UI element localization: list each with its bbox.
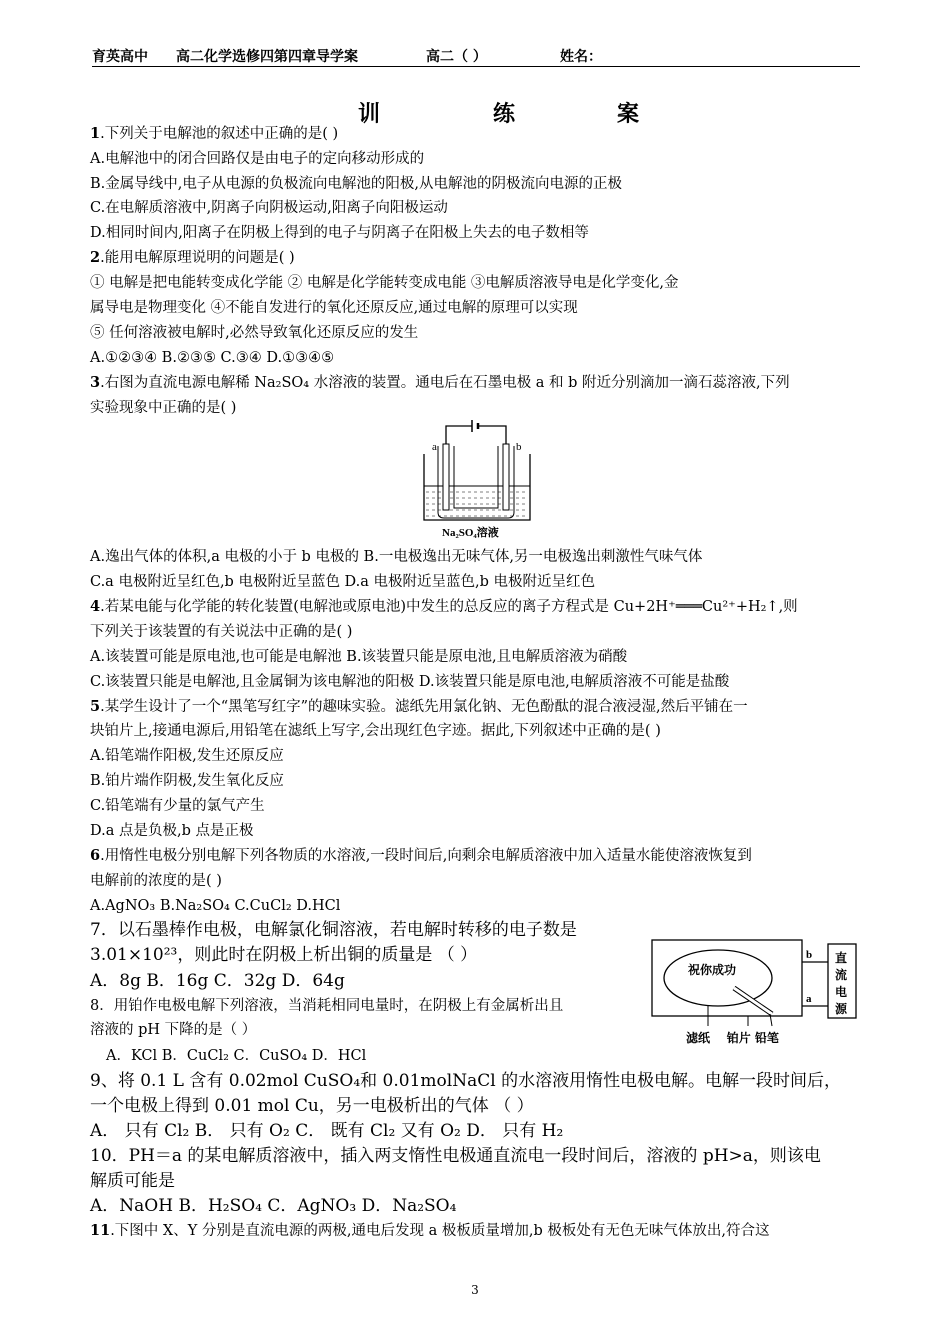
q10-options: A．NaOH B．H₂SO₄ C．AgNO₃ D．Na₂SO₄ <box>90 1196 457 1216</box>
q4-number: 4 <box>90 598 101 615</box>
power-source-char: 电 <box>835 985 848 999</box>
q8-options: A．KCl B．CuCl₂ C．CuSO₄ D．HCl <box>106 1048 367 1064</box>
q4-stem <box>90 597 862 617</box>
q3-stem <box>90 373 862 393</box>
q2-line3: ⑤ 任何溶液被电解时,必然导致氧化还原反应的发生 <box>90 325 419 341</box>
power-source-char: 直 <box>835 951 848 965</box>
q6-stem <box>90 846 862 866</box>
writing-text: 祝你成功 <box>688 963 737 977</box>
school-name: 育英高中 <box>92 49 148 65</box>
q6-number: 6 <box>90 847 101 864</box>
page-number: 3 <box>471 1283 479 1297</box>
q1-stem <box>90 124 862 144</box>
q5-stem-2: 块铂片上,接通电源后,用铅笔在滤纸上写字,会出现红色字迹。据此,下列叙述中正确的是( ) <box>90 723 661 739</box>
name-field: 姓名： <box>560 49 602 65</box>
q9-line2: 一个电极上得到 0.01 mol Cu，另一电极析出的气体 （ ） <box>90 1096 534 1116</box>
q1-number: 1 <box>90 125 101 142</box>
q2-number: 2 <box>90 249 101 266</box>
q5-option-c: C.铅笔端有少量的氯气产生 <box>90 798 265 814</box>
q9-options: A． 只有 Cl₂ B． 只有 O₂ C． 既有 Cl₂ 又有 O₂ D． 只有 H₂ <box>90 1121 564 1141</box>
q2-line1: ① 电解是把电能转变成化学能 ② 电解是化学能转变成电能 ③电解质溶液导电是化学变化,金 <box>90 275 679 291</box>
q5-option-b: B.铂片端作阴极,发生氧化反应 <box>90 773 284 789</box>
q7-options: A．8g B．16g C．32g D．64g <box>90 971 345 991</box>
q1-option-a: A.电解池中的闭合回路仅是由电子的定向移动形成的 <box>90 151 425 167</box>
q8-line2: 溶液的 pH 下降的是（ ） <box>90 1022 257 1038</box>
power-source-char: 源 <box>835 1002 848 1016</box>
q3-options-ab: A.逸出气体的体积,a 电极的小于 b 电极的 B.一电极逸出无味气体,另一电极逸出刺激性气味气体 <box>90 549 703 565</box>
q2-text: .能用电解原理说明的问题是( ) <box>100 250 295 266</box>
q5-stem <box>90 697 862 717</box>
page-header <box>92 46 860 67</box>
q6-text: .用惰性电极分别电解下列各物质的水溶液,一段时间后,向剩余电解质溶液中加入适量水能使溶液恢复到 <box>100 848 752 864</box>
solution-label: Na₂SO₄溶液 <box>442 527 499 539</box>
q3-number: 3 <box>90 374 101 391</box>
course-title: 高二化学选修四第四章导学案 <box>176 49 358 65</box>
q4-stem-2: 下列关于该装置的有关说法中正确的是( ) <box>90 624 353 640</box>
q1-option-b: B.金属导线中,电子从电源的负极流向电解池的阳极,从电解池的阴极流向电源的正极 <box>90 176 622 192</box>
q5-option-a: A.铅笔端作阳极,发生还原反应 <box>90 748 284 764</box>
q7-line2: 3.01×10²³，则此时在阴极上析出铜的质量是 （ ） <box>90 945 478 965</box>
q2-options: A.①②③④ B.②③⑤ C.③④ D.①③④⑤ <box>90 350 335 366</box>
q6-options: A.AgNO₃ B.Na₂SO₄ C.CuCl₂ D.HCl <box>90 898 341 914</box>
q2-stem <box>90 248 862 268</box>
q7-line1: 7．以石墨棒作电极，电解氯化铜溶液，若电解时转移的电子数是 <box>90 920 577 940</box>
q1-option-d: D.相同时间内,阳离子在阴极上得到的电子与阴离子在阳极上失去的电子数相等 <box>90 225 589 241</box>
q2-line2: 属导电是物理变化 ④不能自发进行的氧化还原反应,通过电解的原理可以实现 <box>90 300 578 316</box>
q10-line2: 解质可能是 <box>90 1171 175 1191</box>
electrolysis-cell-diagram <box>418 418 540 540</box>
q4-text: .若某电能与化学能的转化装置(电解池或原电池)中发生的总反应的离子方程式是 Cu+2H⁺═══Cu²⁺+H₂↑,则 <box>100 599 798 615</box>
figure-caption: 滤纸 铂片 铅笔 <box>686 1031 779 1045</box>
grade-field: 高二（ ） <box>426 49 487 65</box>
q3-options-cd: C.a 电极附近呈红色,b 电极附近呈蓝色 D.a 电极附近呈蓝色,b 电极附近呈红色 <box>90 574 596 590</box>
title-char: 练 <box>493 102 516 127</box>
title-char: 案 <box>617 102 640 127</box>
q5-option-d: D.a 点是负极,b 点是正极 <box>90 823 254 839</box>
q11-number: 11 <box>90 1222 111 1239</box>
q6-stem-2: 电解前的浓度的是( ) <box>90 873 222 889</box>
title-char: 训 <box>358 102 381 127</box>
electrode-b-label: b <box>516 441 522 453</box>
point-b-label: b <box>806 949 813 961</box>
q11-text: .下图中 X、Y 分别是直流电源的两极,通电后发现 a 极板质量增加,b 极板处有无色无味气体放出,符合这 <box>110 1223 770 1239</box>
q3-stem-2: 实验现象中正确的是( ) <box>90 400 237 416</box>
q9-line1: 9、将 0.1 L 含有 0.02mol CuSO₄和 0.01molNaCl 的水溶液用惰性电极电解。电解一段时间后， <box>90 1071 842 1091</box>
q11-stem <box>90 1221 862 1241</box>
q1-option-c: C.在电解质溶液中,阴离子向阴极运动,阳离子向阳极运动 <box>90 200 448 216</box>
q5-number: 5 <box>90 698 101 715</box>
q1-text: .下列关于电解池的叙述中正确的是( ) <box>100 126 339 142</box>
q3-text: .右图为直流电源电解稀 Na₂SO₄ 水溶液的装置。通电后在石墨电极 a 和 b 附近分别滴加一滴石蕊溶液,下列 <box>100 375 790 391</box>
q5-text: .某学生设计了一个“黑笔写红字”的趣味实验。滤纸先用氯化钠、无色酚酞的混合液浸湿,然后平铺在一 <box>100 699 748 715</box>
q8-line1: 8．用铂作电极电解下列溶液，当消耗相同电量时，在阴极上有金属析出且 <box>90 998 564 1014</box>
q4-options-cd: C.该装置只能是电解池,且金属铜为该电解池的阳极 D.该装置只能是原电池,电解质溶液不可能是盐酸 <box>90 674 730 690</box>
electrode-a-label: a <box>432 441 437 453</box>
q10-line1: 10．PH＝a 的某电解质溶液中，插入两支惰性电极通直流电一段时间后，溶液的 pH>a，则该电 <box>90 1146 821 1166</box>
power-source-char: 流 <box>835 968 848 982</box>
point-a-label: a <box>806 993 812 1005</box>
q4-options-ab: A.该装置可能是原电池,也可能是电解池 B.该装置只能是原电池,且电解质溶液为硝酸 <box>90 649 628 665</box>
